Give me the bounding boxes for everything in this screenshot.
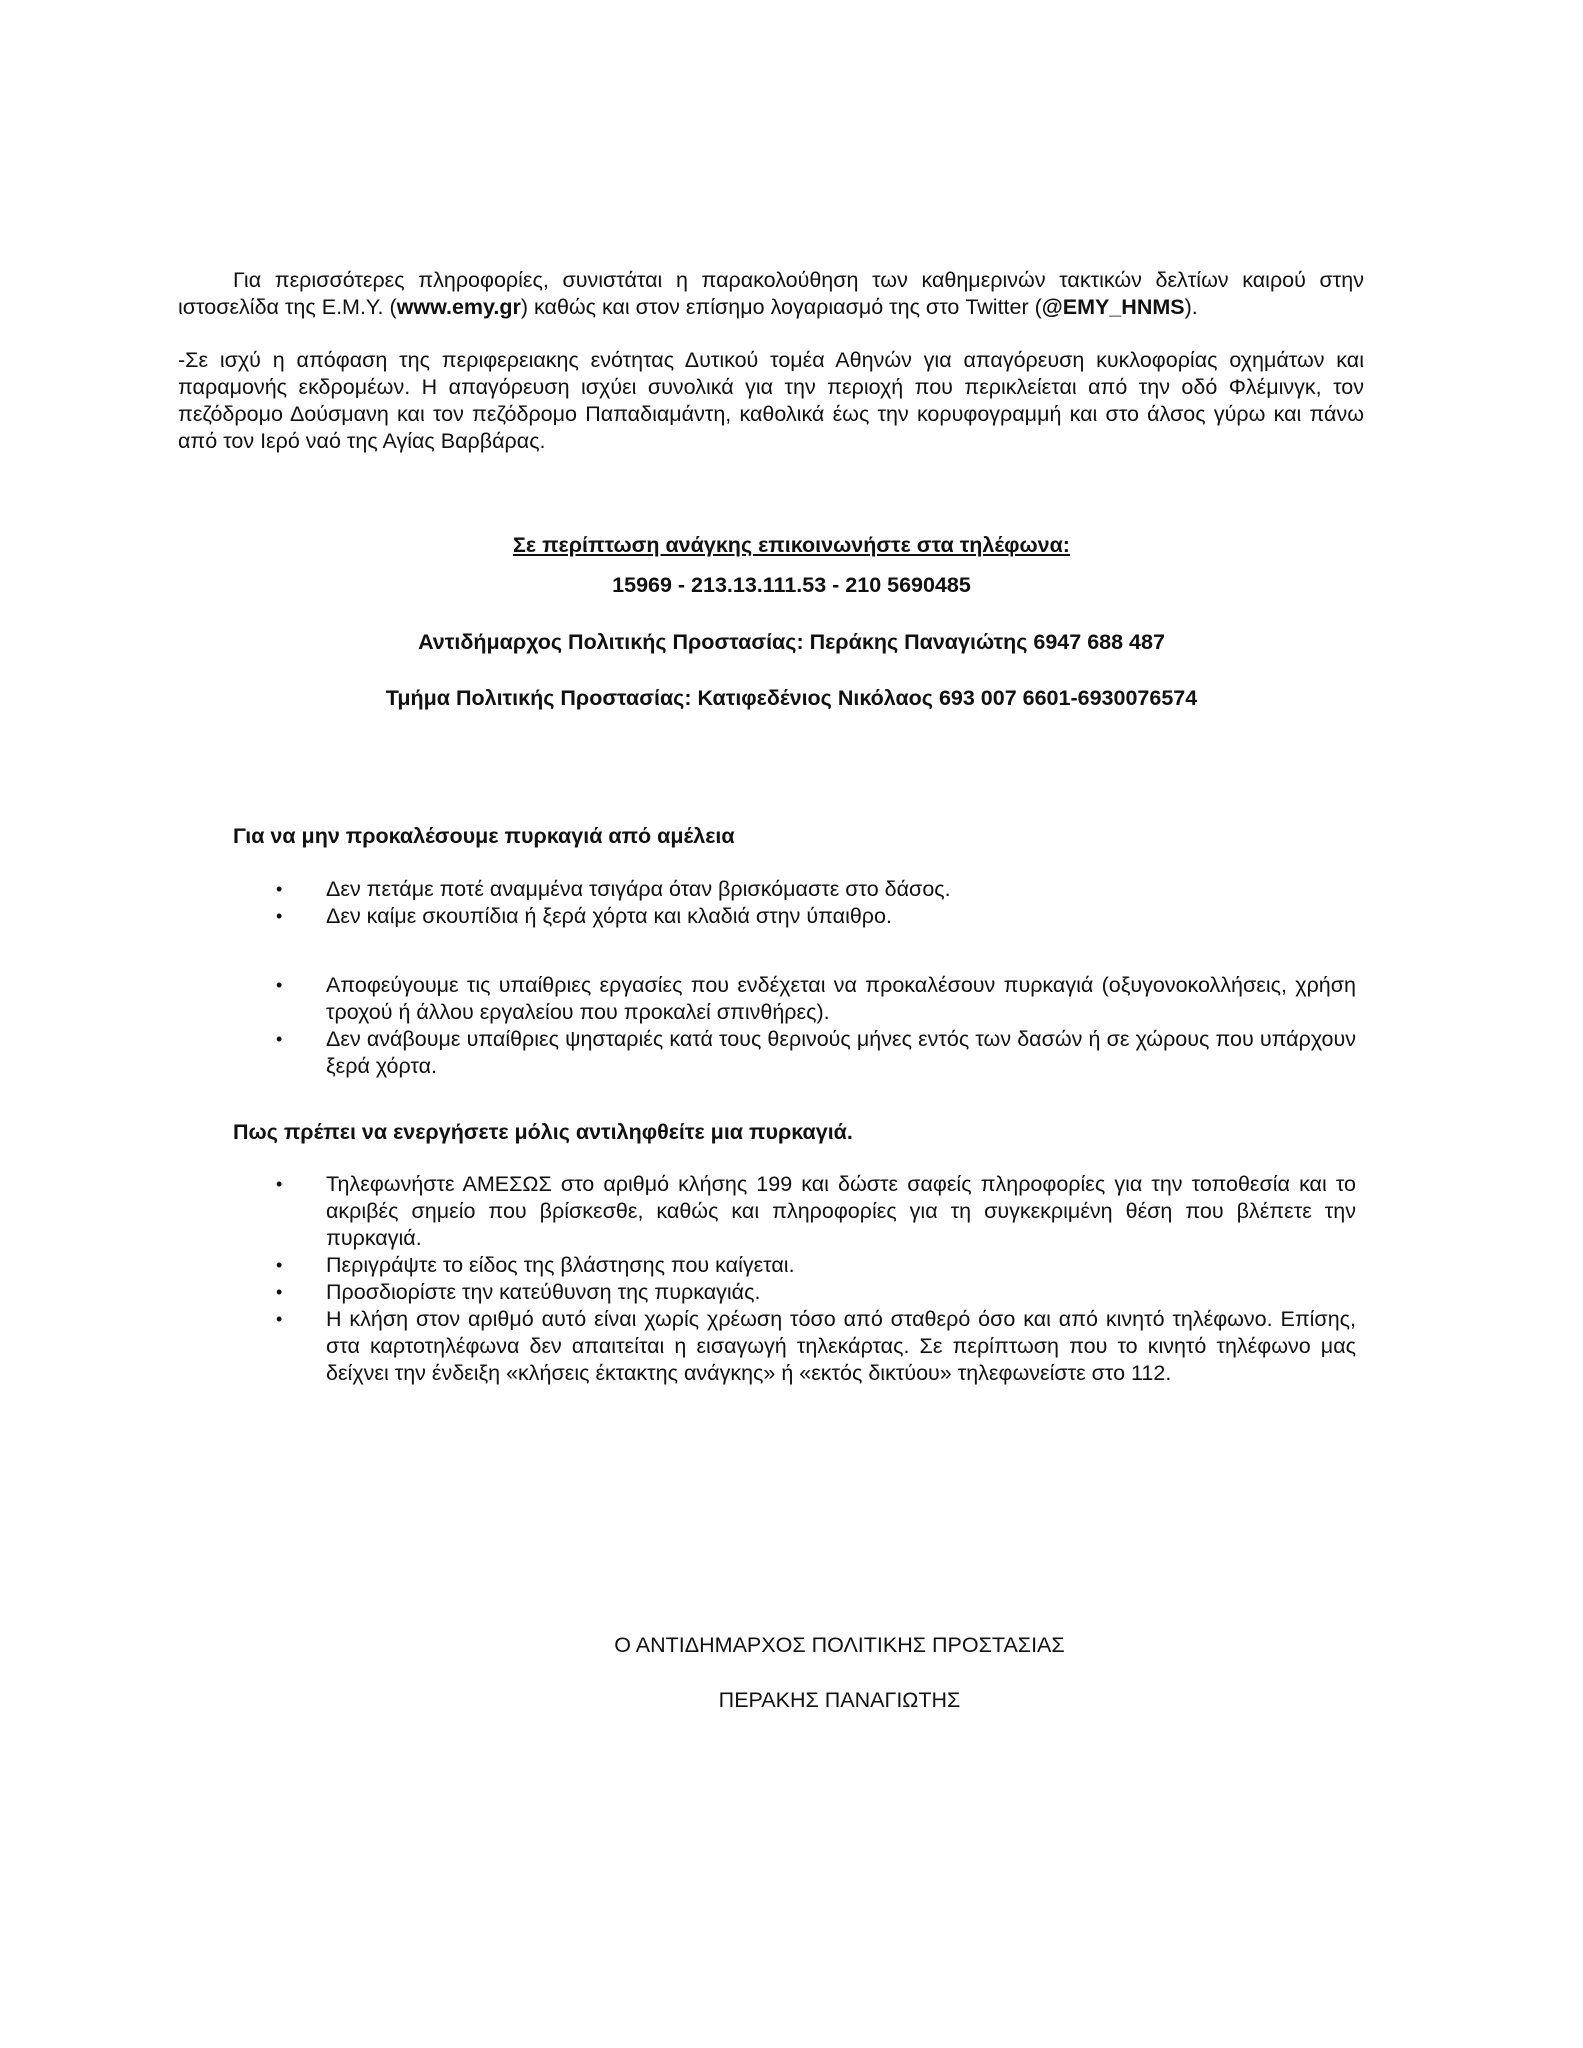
bullet-icon: •: [276, 879, 283, 899]
prevention-heading: Για να μην προκαλέσουμε πυρκαγιά από αμέλεια: [233, 824, 735, 848]
intro-text-a: Για περισσότερες πληροφορίες, συνιστάται η παρακολούθηση των καθημερινών τακτικών δελτίων καιρού στην ιστοσελίδα της Ε.Μ.Υ. (: [178, 268, 1364, 319]
list-item: • Δεν καίμε σκουπίδια ή ξερά χόρτα και κλαδιά στην ύπαιθρο.: [276, 904, 892, 928]
intro-text-b: ) καθώς και στον επίσημο λογαριασμό της στο Twitter (: [520, 295, 1042, 319]
emy-website-link: www.emy.gr: [396, 295, 521, 319]
signature-name: ΠΕΡΑΚΗΣ ΠΑΝΑΓΙΩΤΗΣ: [718, 1688, 961, 1712]
bullet-icon: •: [276, 1255, 283, 1275]
intro-text-c: ).: [1184, 295, 1198, 319]
bullet-icon: •: [276, 1282, 283, 1302]
intro-paragraph-ban: -Σε ισχύ η απόφαση της περιφερειακης ενότητας Δυτικού τομέα Αθηνών για απαγόρευση κυκλοφορίας οχημάτων και παραμονής εκδρομέων. Η απαγόρευση ισχύει συνολικά για την περιοχή που περικλείεται από την οδό Φλέμινγκ, τον πεζόδρομο Δούσμανη και τον πεζόδρομο Παπαδιαμάντη, καθολικά έως την κορυφογραμμή και στο άλσος γύρω και πάνω από τον Ιερό ναό της Αγίας Βαρβάρας.: [178, 348, 1364, 453]
prevention-list-1: [276, 876, 1356, 930]
bullet-icon: •: [276, 906, 283, 926]
deputy-mayor-contact: Αντιδήμαρχος Πολιτικής Προστασίας: Περάκης Παναγιώτης 6947 688 487: [418, 630, 1165, 654]
signature-title: Ο ΑΝΤΙΔΗΜΑΡΧΟΣ ΠΟΛΙΤΙΚΗΣ ΠΡΟΣΤΑΣΙΑΣ: [614, 1633, 1065, 1657]
emergency-numbers: 15969 - 213.13.111.53 - 210 5690485: [612, 573, 971, 597]
bullet-icon: •: [276, 1174, 283, 1194]
list-item: • Προσδιορίστε την κατεύθυνση της πυρκαγιάς.: [276, 1280, 761, 1304]
bullet-icon: •: [276, 975, 283, 995]
emergency-title: Σε περίπτωση ανάγκης επικοινωνήστε στα τηλέφωνα:: [513, 533, 1070, 557]
department-contact: Τμήμα Πολιτικής Προστασίας: Κατιφεδένιος Νικόλαος 693 007 6601-6930076574: [385, 686, 1198, 710]
list-item: • Αποφεύγουμε τις υπαίθριες εργασίες που ενδέχεται να προκαλέσουν πυρκαγιά (οξυγονοκολλήσεις, χρήση τροχού ή άλλου εργαλείου που προκαλεί σπινθήρες).: [276, 973, 1356, 1024]
list-item: • Η κλήση στον αριθμό αυτό είναι χωρίς χρέωση τόσο από σταθερό όσο και από κινητό τηλέφωνο. Επίσης, στα καρτοτηλέφωνα δεν απαιτείται η εισαγωγή τηλεκάρτας. Σε περίπτωση που το κινητό τηλέφωνο μας δείχνει την ένδειξη «κλήσεις έκτακτης ανάγκης» ή «εκτός δικτύου» τηλεφωνείστε στο 112.: [276, 1307, 1356, 1385]
list-item: • Περιγράψτε το είδος της βλάστησης που καίγεται.: [276, 1253, 795, 1277]
action-heading: Πως πρέπει να ενεργήσετε μόλις αντιληφθείτε μια πυρκαγιά.: [233, 1120, 853, 1144]
list-item: • Δεν ανάβουμε υπαίθριες ψησταριές κατά τους θερινούς μήνες εντός των δασών ή σε χώρους που υπάρχουν ξερά χόρτα.: [276, 1027, 1356, 1078]
list-item: • Τηλεφωνήστε ΑΜΕΣΩΣ στο αριθμό κλήσης 199 και δώστε σαφείς πληροφορίες για την τοποθεσία και το ακριβές σημείο που βρίσκεσθε, καθώς και πληροφορίες για τη συγκεκριμένη θέση που βλέπετε την πυρκαγιά.: [276, 1172, 1356, 1250]
twitter-handle: @EMY_HNMS: [1041, 295, 1185, 319]
intro-paragraph-weather: [178, 267, 1364, 321]
list-item: • Δεν πετάμε ποτέ αναμμένα τσιγάρα όταν βρισκόμαστε στο δάσος.: [276, 877, 951, 901]
bullet-icon: •: [276, 1029, 283, 1049]
bullet-icon: •: [276, 1309, 283, 1329]
action-list: [276, 1171, 1356, 1387]
prevention-list-2: [276, 972, 1356, 1080]
